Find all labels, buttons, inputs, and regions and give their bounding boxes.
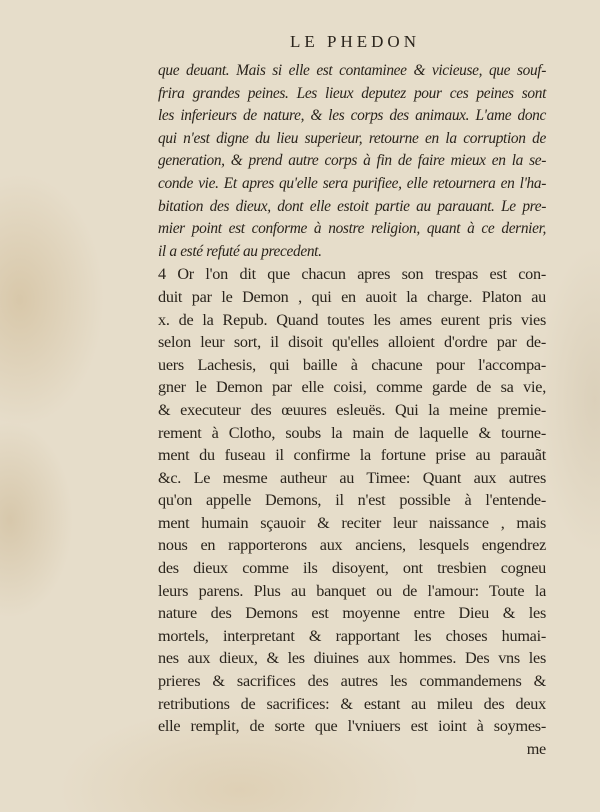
text-line: frira grandes peines. Les lieux deputez pour ces peines sont [158,84,546,102]
text-line: rement à Clotho, soubs la main de laquelle & tourne- [158,423,546,442]
text-line: nes aux dieux, & les diuines aux hommes. Des vns les [158,649,546,668]
text-line: que deuant. Mais si elle est contaminee & vicieuse, que souf- [158,62,546,79]
text-line: des dieux comme ils disoyent, ont tresbien cogneu [158,559,546,578]
text-line: gner le Demon par elle coisi, comme garde de sa vie, [158,378,546,397]
text-line: selon leur sort, il disoit qu'elles alloient d'ordre par de- [158,333,546,352]
text-line: mier point est conforme à nostre religion, quant à ce dernier, [158,220,546,238]
text-line: nous en rapporterons aux anciens, lesquels engendrez [158,536,546,555]
text-line: ment humain sçauoir & reciter leur naissance , mais [158,513,546,532]
text-line: generation, & prend autre corps à fin de faire mieux en la se- [158,152,546,170]
text-line: retributions de sacrifices: & estant au mileu des deux [158,694,546,713]
text-line: & executeur des œuures esleuës. Qui la meine premie- [158,400,546,419]
running-head: LE PHEDON [290,32,420,51]
text-line: duit par le Demon , qui en auoit la charge. Platon au [158,287,546,306]
text-line: qui n'est digne du lieu superieur, retourne en la corruption de [158,129,546,147]
text-line: les inferieurs de nature, & les corps des animaux. L'ame donc [158,107,546,125]
text-line: &c. Le mesme autheur au Timee: Quant aux autres [158,468,546,487]
text-line: nature des Demons est moyenne entre Dieu & les [158,604,546,623]
text-line: bitation des dieux, dont elle estoit partie au parauant. Le pre- [158,197,546,215]
text-line: ment du fuseau il confirme la fortune prise au parauãt [158,446,546,465]
text-line: uers Lachesis, qui baille à chacune pour l'accompa- [158,355,546,374]
text-line: prieres & sacrifices des autres les commandemens & [158,672,546,691]
text-line: mortels, interpretant & rapportant les choses humai- [158,626,546,645]
text-line: 4 Or l'on dit que chacun apres son trespas est con- [158,265,546,284]
text-line: x. de la Repub. Quand toutes les ames eurent pris vies [158,310,546,329]
text-line: il a esté refuté au precedent. [158,242,322,260]
text-block [158,60,546,760]
text-line: conde vie. Et apres qu'elle sera purifiee, elle retournera en l'ha- [158,174,546,192]
text-line: leurs parens. Plus au banquet ou de l'amour: Toute la [158,581,546,600]
text-line: elle remplit, de sorte que l'vniuers est ioint à soymes- [158,717,546,736]
catchword: me [526,739,546,758]
roman-paragraph [158,263,546,737]
italic-paragraph [158,60,546,263]
text-line: qu'on appelle Demons, il n'est possible à l'entende- [158,491,546,510]
